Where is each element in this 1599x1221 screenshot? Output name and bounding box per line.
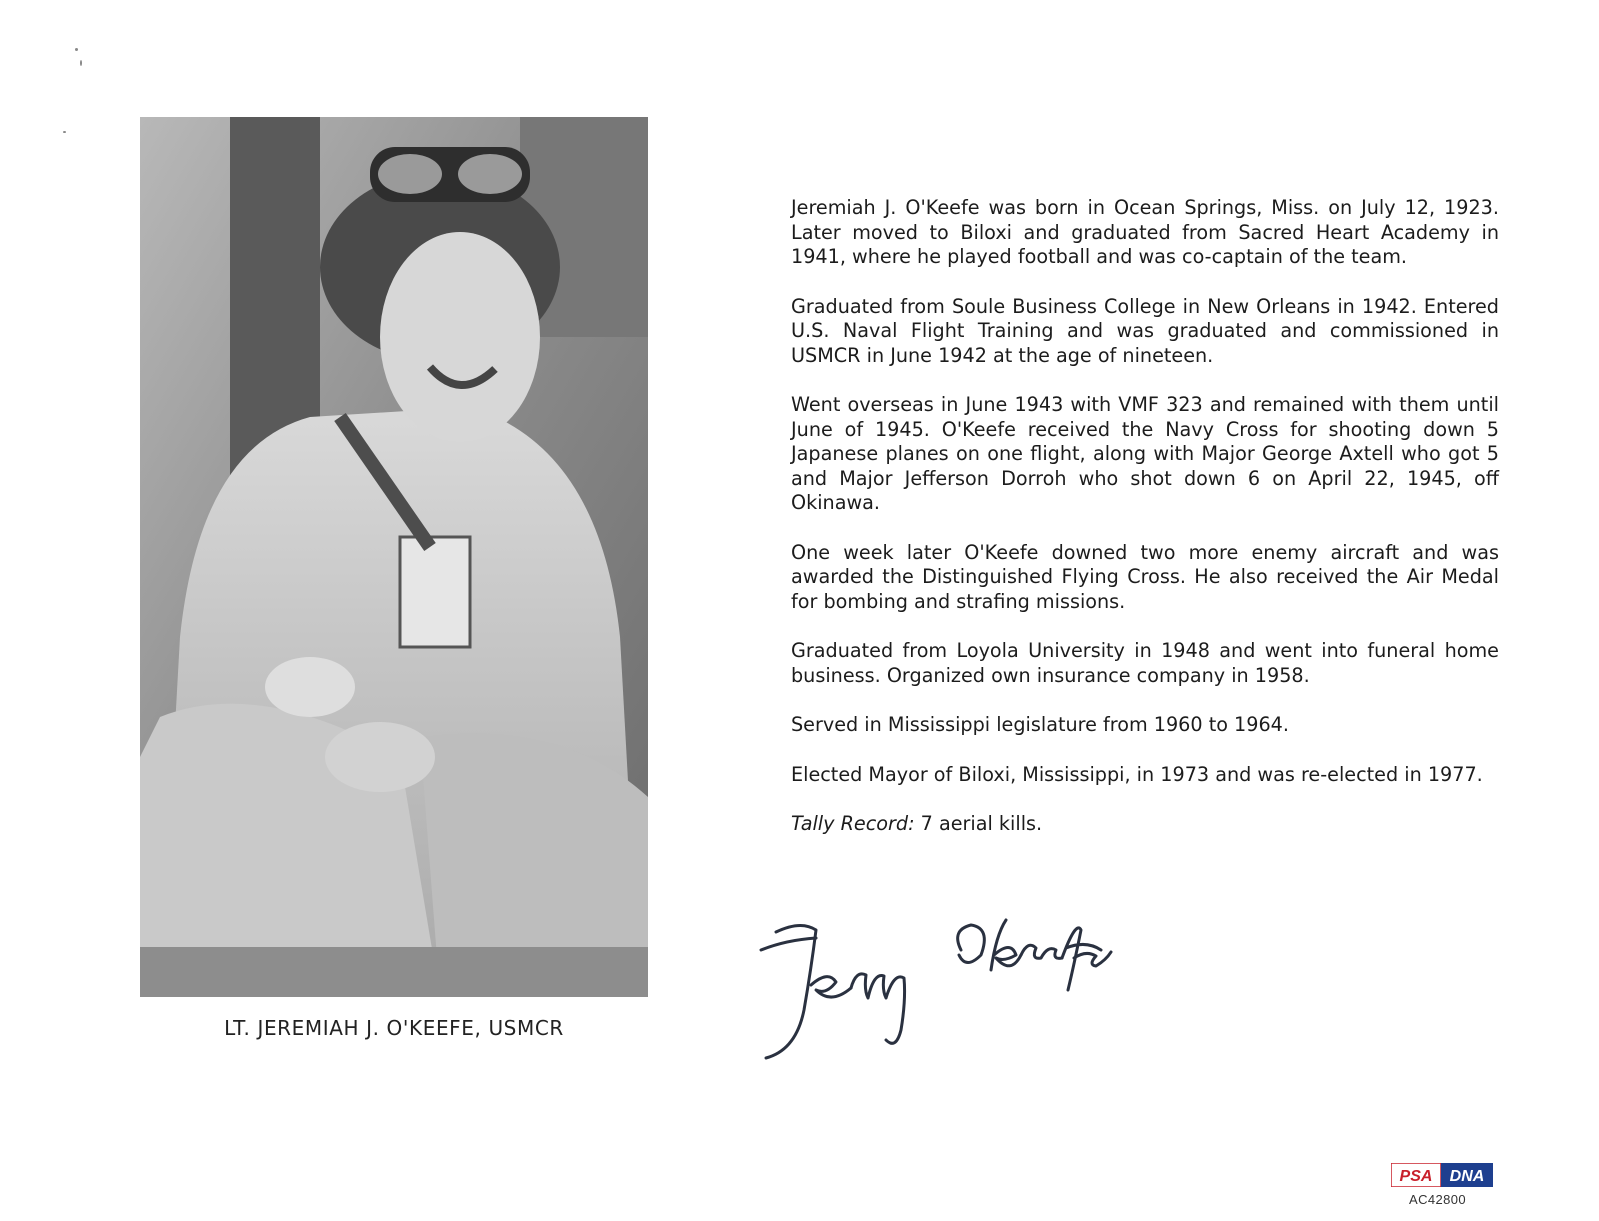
bio-paragraph-legislature: Served in Mississippi legislature from 1960 to 1964. bbox=[791, 713, 1289, 736]
bio-paragraph-awards: One week later O'Keefe downed two more enemy aircraft and was awarded the Distinguished Flying Cross. He also received the Air Medal for bombing and strafing missions. bbox=[791, 540, 1499, 613]
biography bbox=[791, 196, 1499, 862]
photo-caption: LT. JEREMIAH J. O'KEEFE, USMCR bbox=[224, 1016, 564, 1040]
portrait-photo bbox=[140, 117, 648, 997]
bio-paragraph-mayor: Elected Mayor of Biloxi, Mississippi, in 1973 and was re-elected in 1977. bbox=[791, 762, 1483, 786]
svg-text:PSA: PSA bbox=[1399, 1168, 1433, 1185]
svg-text:DNA: DNA bbox=[1449, 1168, 1485, 1185]
scan-speck bbox=[63, 131, 66, 133]
bio-paragraph-education: Graduated from Soule Business College in New Orleans in 1942. Entered U.S. Naval Flight Training and was graduated and commissioned in USMCR in June 1942 at the age of nineteen. bbox=[791, 294, 1499, 367]
autograph-signature bbox=[756, 910, 1136, 1060]
scan-speck bbox=[80, 60, 82, 66]
bio-paragraph-service: Went overseas in June 1943 with VMF 323 and remained with them until June of 1945. O'Keefe received the Navy Cross for shooting down 5 Japanese planes on one flight, along with Major George Axtell who got 5 and Major Jefferson Dorroh who shot down 6 on April 22, 1945, off Okinawa. bbox=[791, 393, 1499, 514]
tally-record bbox=[791, 812, 1499, 837]
tally-record-value: 7 aerial kills. bbox=[914, 812, 1043, 835]
tally-record-label: Tally Record: bbox=[791, 812, 915, 835]
portrait-photo-image bbox=[140, 117, 648, 997]
psa-dna-logo bbox=[1391, 1163, 1493, 1187]
bio-paragraph-birth: Jeremiah J. O'Keefe was born in Ocean Springs, Miss. on July 12, 1923. Later moved to Biloxi and graduated from Sacred Heart Academy in 1941, where he played football and was co-captain of the team. bbox=[791, 196, 1499, 268]
authentication-code: AC42800 bbox=[1409, 1192, 1467, 1207]
bio-paragraph-career: Graduated from Loyola University in 1948 and went into funeral home business. Organized own insurance company in 1958. bbox=[791, 639, 1499, 687]
scan-speck bbox=[75, 48, 78, 51]
